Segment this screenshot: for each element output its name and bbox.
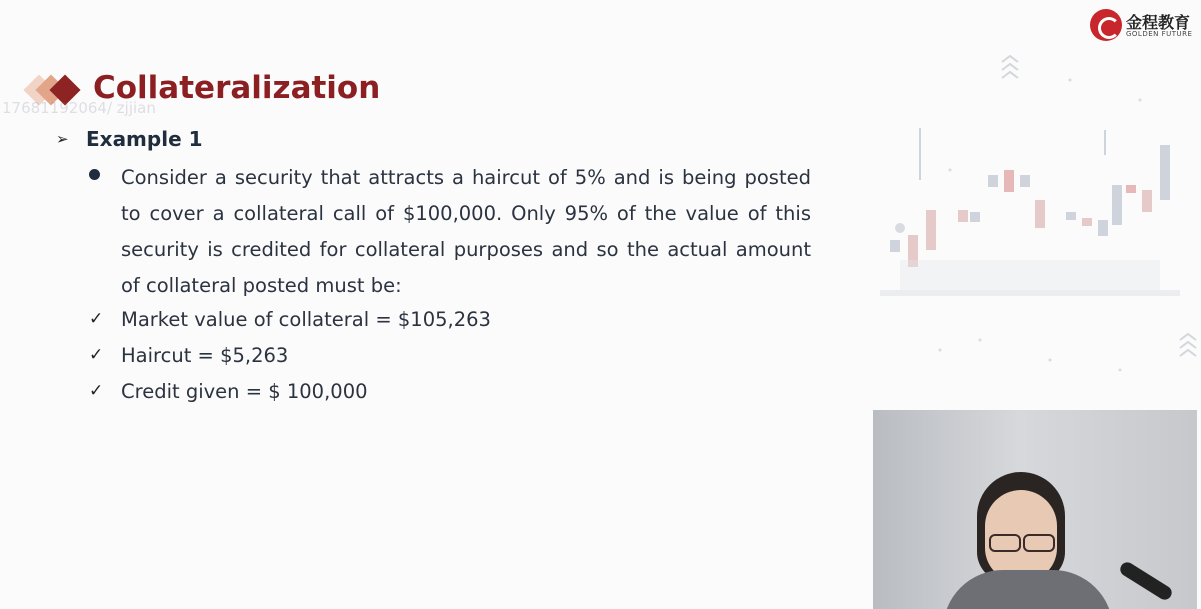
watermark-text: 17681192064/ zjjian	[2, 99, 156, 117]
section-label: Example 1	[86, 127, 203, 151]
decorative-candlestick-art	[860, 40, 1201, 410]
logo-emblem-icon	[1090, 9, 1122, 41]
bullet-dot-icon	[89, 169, 100, 180]
slide-title: Collateralization	[93, 70, 381, 106]
arrowhead-bullet-icon: ➢	[56, 130, 69, 148]
check-item: Haircut = $5,263	[121, 344, 289, 367]
logo-english-text: GOLDEN FUTURE	[1126, 30, 1193, 38]
presenter-video	[873, 410, 1197, 609]
check-mark-icon: ✓	[89, 345, 104, 365]
brand-logo	[1090, 9, 1198, 43]
check-item: Market value of collateral = $105,263	[121, 308, 491, 331]
check-mark-icon: ✓	[89, 381, 104, 401]
check-mark-icon: ✓	[89, 309, 104, 329]
presenter-glasses	[987, 534, 1055, 550]
check-item: Credit given = $ 100,000	[121, 380, 368, 403]
body-paragraph: Consider a security that attracts a haircut of 5% and is being posted to cover a collateral call of $100,000. Only 95% of the value of this security is credited for collateral purposes and so the actual amount of collateral posted must be:	[121, 166, 811, 297]
logo-chinese-text: 金程教育	[1126, 13, 1191, 32]
